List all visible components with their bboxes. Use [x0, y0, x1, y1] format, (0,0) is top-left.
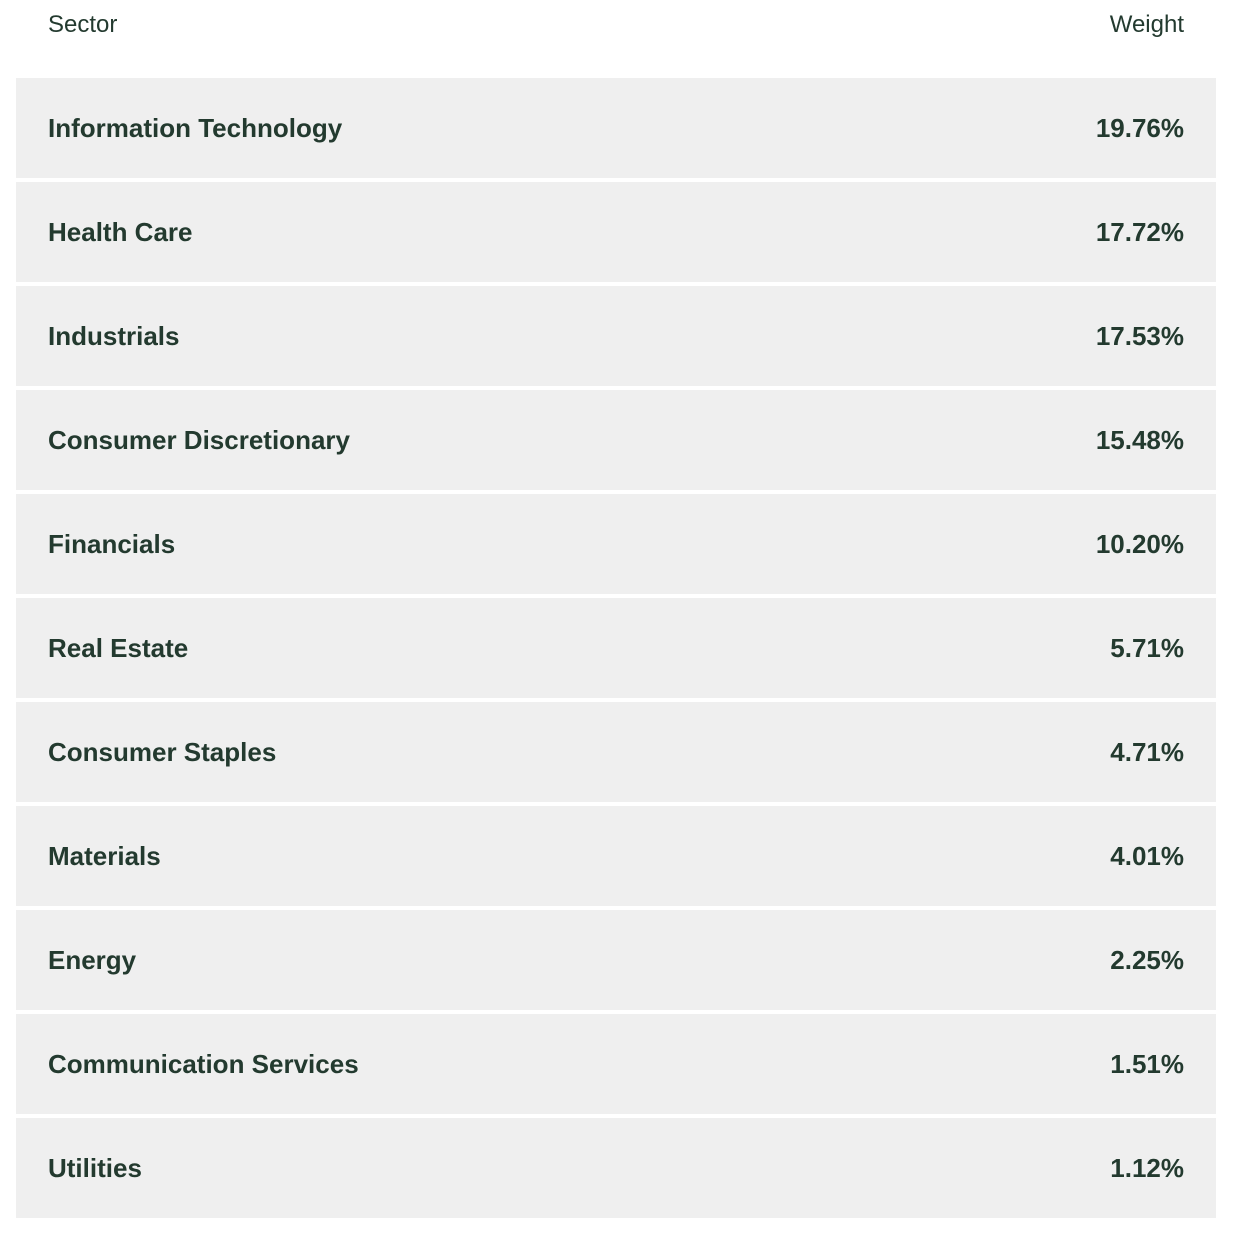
sector-name: Health Care [48, 216, 193, 247]
sector-weight: 17.53% [1095, 320, 1184, 351]
sector-weight: 5.71% [1110, 632, 1184, 663]
sector-weight: 10.20% [1095, 528, 1184, 559]
sector-name: Consumer Staples [48, 736, 277, 767]
table-row [16, 78, 1216, 178]
sector-weight: 2.25% [1110, 944, 1184, 975]
sector-name: Materials [48, 840, 161, 871]
sector-name: Communication Services [48, 1048, 359, 1079]
table-row [16, 1118, 1216, 1218]
table-row [16, 390, 1216, 490]
table-row [16, 286, 1216, 386]
column-header-sector: Sector [48, 11, 118, 38]
sector-weight: 15.48% [1095, 424, 1184, 455]
table-row [16, 1014, 1216, 1114]
table-row [16, 910, 1216, 1010]
sector-name: Real Estate [48, 632, 189, 663]
sector-name: Energy [48, 944, 137, 975]
table-row [16, 182, 1216, 282]
table-row [16, 806, 1216, 906]
sector-name: Information Technology [48, 112, 343, 143]
sector-name: Financials [48, 528, 176, 559]
column-header-weight: Weight [1109, 11, 1184, 38]
table-row [16, 598, 1216, 698]
table-header [0, 0, 1240, 50]
sector-weight: 4.71% [1110, 736, 1184, 767]
sector-name: Consumer Discretionary [48, 424, 350, 455]
sector-name: Utilities [48, 1152, 142, 1183]
table-row [16, 702, 1216, 802]
sector-weight: 19.76% [1095, 112, 1184, 143]
sector-weight: 1.12% [1110, 1152, 1184, 1183]
sector-name: Industrials [48, 320, 180, 351]
table-row [16, 494, 1216, 594]
sector-weight: 4.01% [1110, 840, 1184, 871]
sector-weight: 1.51% [1110, 1048, 1184, 1079]
sector-weight: 17.72% [1095, 216, 1184, 247]
table-body [0, 78, 1240, 1218]
